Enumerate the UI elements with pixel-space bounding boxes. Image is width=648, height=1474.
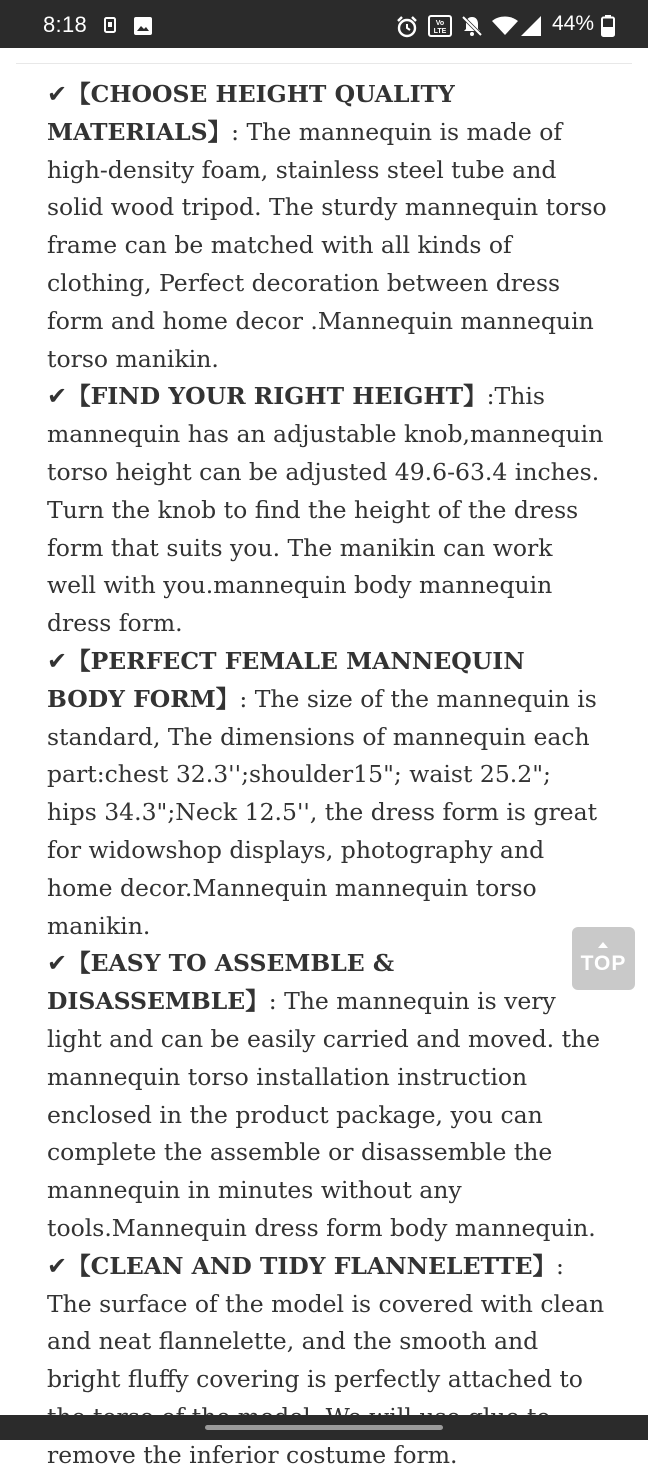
battery-icon [601, 15, 615, 42]
battery-percent: 44% [552, 12, 595, 35]
feature-heading: 【PERFECT FEMALE MANNEQUIN BODY FORM】 [47, 646, 525, 713]
feature-item [47, 378, 607, 643]
feature-item [47, 643, 607, 945]
feature-text: : The mannequin is very light and can be easily carried and moved. the mannequin torso installation instruction enclosed in the product package, you can complete the assemble or disassemble the mannequin in minutes without any tools.Mannequin dress form body mannequin. [47, 987, 601, 1242]
do-not-disturb-icon [461, 15, 483, 42]
feature-heading: 【CLEAN AND TIDY FLANNELETTE】 [67, 1251, 557, 1280]
check-icon: ✔ [47, 646, 68, 675]
check-icon: ✔ [47, 80, 68, 108]
divider [16, 63, 632, 64]
scroll-to-top-button[interactable] [572, 927, 635, 990]
image-icon [134, 17, 152, 40]
feature-text: : The mannequin is made of high-density foam, stainless steel tube and solid wood tripod. The sturdy mannequin torso frame can be matched with all kinds of clothing, Perfect decoration between dress form and home decor .Mannequin mannequin torso manikin. [47, 117, 607, 373]
wifi-icon [492, 16, 518, 41]
navigation-bar [0, 1415, 648, 1440]
check-icon: ✔ [47, 1251, 68, 1280]
feature-heading: 【EASY TO ASSEMBLE & DISASSEMBLE】 [47, 949, 395, 1016]
alarm-icon [395, 15, 419, 44]
sim-card-icon [104, 17, 116, 38]
status-time: 8:18 [43, 12, 88, 37]
feature-heading: 【FIND YOUR RIGHT HEIGHT】 [67, 382, 487, 411]
signal-icon [520, 15, 542, 42]
volte-icon [428, 15, 452, 42]
check-icon: ✔ [47, 949, 68, 978]
top-button-label: TOP [580, 952, 627, 975]
feature-item [47, 76, 607, 378]
feature-text: : The surface of the model is covered with clean and neat flannelette, and the smooth and bright fluffy covering is perfectly attached to remove the inferior costume form. [47, 1251, 605, 1469]
feature-heading: 【CHOOSE HEIGHT QUALITY MATERIALS】 [47, 80, 455, 146]
feature-text: :This mannequin has an adjustable knob,mannequin torso height can be adjusted 49.6-63.4 inches. Turn the knob to find the height of the dress form that suits you. The manikin can work well with you.mannequin body mannequin dress form. [47, 382, 604, 638]
arrow-up-icon [598, 942, 608, 948]
feature-item [47, 1248, 607, 1474]
status-bar [0, 0, 648, 48]
check-icon: ✔ [47, 382, 68, 411]
svg-text:LTE: LTE [433, 28, 447, 35]
svg-text:Vo: Vo [435, 20, 445, 27]
feature-item [47, 945, 607, 1247]
home-gesture-handle[interactable] [205, 1425, 443, 1430]
feature-text: : The size of the mannequin is standard, The dimensions of mannequin each part:chest 32.3'';shoulder15"; waist 25.2"; hips 34.3";Neck 12.5'', the dress form is great for widowshop displays, photography and home decor.Mannequin mannequin torso manikin. [47, 684, 598, 940]
product-description [47, 76, 607, 1474]
